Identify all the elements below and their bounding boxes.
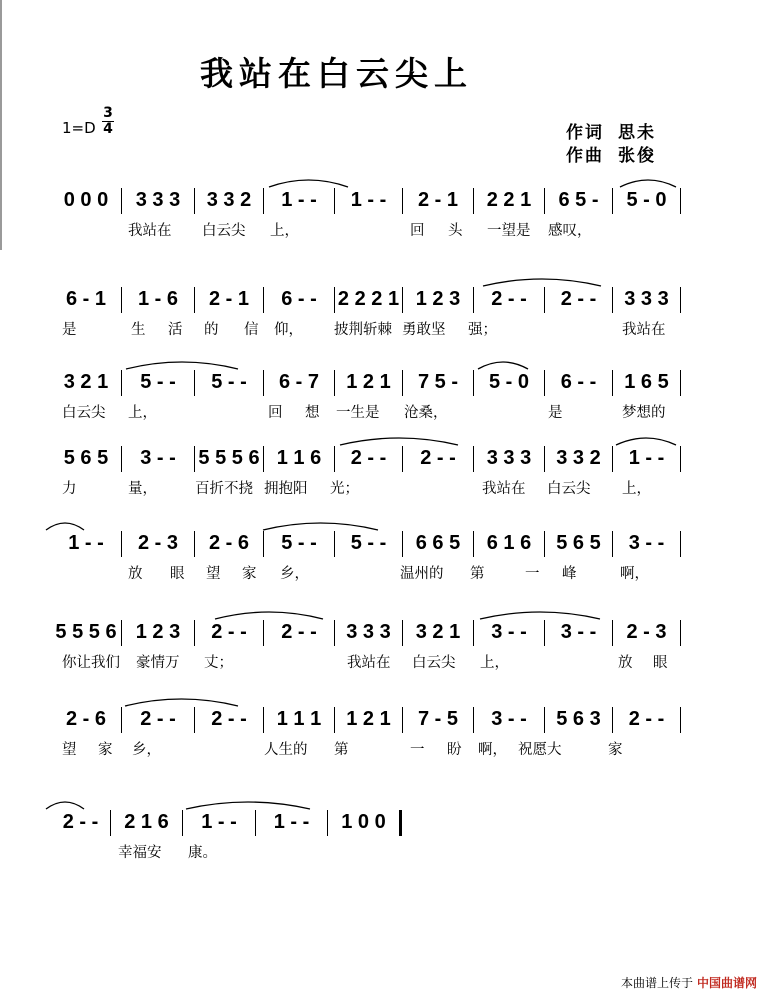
- lyricist-credit: [566, 118, 656, 143]
- lyric-syllable: 上，: [622, 481, 651, 497]
- lyric-syllable: 是: [62, 322, 77, 338]
- lyric-syllable: 量，: [128, 481, 157, 497]
- measure: 3 - -: [628, 532, 665, 554]
- barline: [327, 810, 328, 836]
- lyric-syllable: 强；: [468, 322, 497, 338]
- barline: [194, 620, 195, 646]
- lyric-syllable: 生: [131, 322, 146, 338]
- measure: 2 - 6: [208, 532, 250, 554]
- lyric-syllable: 人生的: [264, 742, 308, 758]
- measure: 1 1 1: [276, 708, 322, 730]
- measure: 1 - -: [350, 189, 387, 211]
- barline: [263, 620, 264, 646]
- measure: 3 3 2: [556, 447, 601, 469]
- measure: 2 - -: [62, 811, 99, 833]
- barline: [334, 620, 335, 646]
- slur-tie: [616, 438, 676, 445]
- barline: [680, 707, 681, 733]
- measure: 1 - -: [273, 811, 310, 833]
- measure: 1 - -: [68, 532, 104, 554]
- measure: 1 2 3: [415, 288, 461, 310]
- lyric-syllable: 峰: [562, 566, 577, 582]
- slur-layer: [0, 603, 763, 623]
- credit-name: 张俊: [618, 146, 656, 166]
- measure: 2 - 1: [208, 288, 250, 310]
- lyric-syllable: 祝愿大: [518, 742, 562, 758]
- barline: [121, 707, 122, 733]
- lyric-syllable: 啊，: [620, 566, 649, 582]
- lyric-syllable: 头: [448, 223, 463, 239]
- measure: 2 1 6: [124, 811, 169, 833]
- barline: [473, 620, 474, 646]
- barline: [612, 370, 613, 396]
- measure: 5 6 3: [556, 708, 601, 730]
- measure: 2 - -: [420, 447, 456, 469]
- credit-role: 作词: [566, 123, 604, 143]
- barline: [612, 707, 613, 733]
- barline: [544, 531, 545, 557]
- barline: [473, 287, 474, 313]
- lyric-syllable: 上，: [128, 405, 157, 421]
- measure: 3 2 1: [415, 621, 461, 643]
- barline: [121, 287, 122, 313]
- barline: [182, 810, 183, 836]
- lyric-syllable: 梦想的: [622, 405, 666, 421]
- lyric-syllable: 回: [410, 223, 425, 239]
- lyric-syllable: 光；: [330, 481, 359, 497]
- lyric-syllable: 放: [128, 566, 143, 582]
- measure: 1 0 0: [341, 811, 386, 833]
- lyric-syllable: 家: [608, 742, 623, 758]
- barline: [402, 446, 403, 472]
- measure: 5 - -: [140, 371, 176, 393]
- footer-text: 本曲谱上传于: [620, 976, 693, 990]
- barline: [544, 188, 545, 214]
- barline: [402, 707, 403, 733]
- measure: 3 3 3: [346, 621, 391, 643]
- barline: [263, 531, 264, 557]
- lyric-syllable: 白云尖: [62, 405, 106, 421]
- lyric-syllable: 一生是: [336, 405, 380, 421]
- measure: 1 2 1: [346, 371, 391, 393]
- slur-layer: [0, 793, 763, 813]
- composer-credit: [566, 141, 656, 166]
- measure: 3 - -: [491, 708, 527, 730]
- measure: 2 - 3: [626, 621, 667, 643]
- measure: 1 1 6: [276, 447, 322, 469]
- measure: 2 2 2 1: [337, 288, 400, 310]
- barline: [194, 370, 195, 396]
- slur-tie: [480, 612, 600, 619]
- lyric-syllable: 仰，: [274, 322, 303, 338]
- song-title: 我站在白云尖上: [200, 54, 473, 93]
- final-barline: [399, 810, 402, 836]
- lyric-syllable: 望: [206, 566, 221, 582]
- measure: 5 5 5 6: [55, 621, 117, 643]
- lyric-syllable: 我站在: [622, 322, 666, 338]
- lyric-syllable: 想: [305, 405, 320, 421]
- credit-name: 思未: [618, 123, 656, 143]
- measure: 6 1 6: [486, 532, 532, 554]
- page-edge: [0, 0, 2, 250]
- barline: [334, 370, 335, 396]
- lyric-syllable: 力: [62, 481, 77, 497]
- slur-tie: [263, 523, 378, 530]
- barline: [121, 446, 122, 472]
- measure: 3 2 1: [63, 371, 109, 393]
- lyric-syllable: 放: [618, 655, 633, 671]
- lyric-syllable: 白云尖: [412, 655, 456, 671]
- lyric-syllable: 家: [98, 742, 113, 758]
- lyric-syllable: 望: [62, 742, 77, 758]
- lyric-syllable: 白云尖: [202, 223, 246, 239]
- upload-footer: [621, 974, 757, 991]
- lyric-syllable: 眼: [170, 566, 185, 582]
- slur-tie: [125, 699, 238, 706]
- barline: [194, 188, 195, 214]
- slur-layer: [0, 353, 763, 373]
- lyric-syllable: 一望是: [487, 223, 531, 239]
- time-signature-bottom: 4: [103, 121, 113, 137]
- barline: [194, 707, 195, 733]
- lyric-syllable: 白云尖: [547, 481, 591, 497]
- lyric-syllable: 勇敢坚: [402, 322, 446, 338]
- measure: 2 2 1: [486, 189, 532, 211]
- lyric-syllable: 啊，: [478, 742, 507, 758]
- lyric-syllable: 乡，: [132, 742, 161, 758]
- lyric-syllable: 一: [525, 566, 540, 582]
- lyric-syllable: 第: [470, 566, 485, 582]
- measure: 5 - -: [350, 532, 387, 554]
- measure: 5 6 5: [556, 532, 601, 554]
- barline: [334, 531, 335, 557]
- measure: 6 - -: [281, 288, 317, 310]
- measure: 2 - -: [211, 621, 247, 643]
- barline: [110, 810, 111, 836]
- slur-tie: [269, 180, 348, 187]
- barline: [473, 531, 474, 557]
- lyric-syllable: 是: [548, 405, 563, 421]
- barline: [402, 370, 403, 396]
- slur-tie: [126, 362, 238, 369]
- lyric-syllable: 盼: [447, 742, 462, 758]
- slur-tie: [620, 180, 676, 187]
- barline: [544, 620, 545, 646]
- lyric-syllable: 披荆斩棘: [334, 322, 392, 338]
- measure: 3 - -: [560, 621, 597, 643]
- measure: 5 6 5: [63, 447, 109, 469]
- barline: [680, 188, 681, 214]
- lyric-syllable: 百折不挠: [195, 481, 253, 497]
- slur-tie: [46, 523, 84, 530]
- barline: [473, 707, 474, 733]
- lyric-syllable: 拥抱阳: [264, 481, 308, 497]
- measure: 1 - 6: [137, 288, 179, 310]
- measure: 2 - 6: [65, 708, 107, 730]
- measure: 7 - 5: [417, 708, 459, 730]
- barline: [544, 446, 545, 472]
- measure: 2 - 3: [137, 532, 179, 554]
- lyric-syllable: 豪情万: [136, 655, 180, 671]
- lyric-syllable: 温州的: [400, 566, 444, 582]
- measure: 3 3 3: [135, 189, 181, 211]
- barline: [263, 188, 264, 214]
- measure: 6 - 1: [65, 288, 107, 310]
- barline: [194, 446, 195, 472]
- measure: 0 0 0: [63, 189, 109, 211]
- barline: [680, 370, 681, 396]
- measure: 3 3 3: [486, 447, 532, 469]
- slur-tie: [483, 279, 601, 286]
- lyric-syllable: 信: [244, 322, 259, 338]
- measure: 2 - -: [281, 621, 317, 643]
- measure: 2 - -: [350, 447, 387, 469]
- measure: 2 - -: [560, 288, 597, 310]
- measure: 6 - 7: [278, 371, 320, 393]
- slur-tie: [215, 612, 323, 619]
- barline: [402, 287, 403, 313]
- lyric-syllable: 康。: [188, 845, 217, 861]
- barline: [680, 620, 681, 646]
- barline: [544, 707, 545, 733]
- measure: 5 5 5 6: [198, 447, 260, 469]
- measure: 6 - -: [560, 371, 597, 393]
- measure: 3 - -: [491, 621, 527, 643]
- barline: [612, 287, 613, 313]
- slur-layer: [0, 171, 763, 191]
- key-signature: 1=D: [62, 119, 96, 137]
- barline: [680, 531, 681, 557]
- barline: [263, 446, 264, 472]
- lyric-syllable: 眼: [653, 655, 668, 671]
- measure: 5 - 0: [488, 371, 530, 393]
- measure: 1 2 1: [346, 708, 391, 730]
- barline: [334, 287, 335, 313]
- measure: 2 - -: [491, 288, 527, 310]
- barline: [121, 370, 122, 396]
- barline: [473, 188, 474, 214]
- barline: [680, 287, 681, 313]
- slur-layer: [0, 690, 763, 710]
- barline: [194, 287, 195, 313]
- barline: [334, 446, 335, 472]
- slur-tie: [478, 362, 528, 369]
- lyric-syllable: 我站在: [482, 481, 526, 497]
- slur-tie: [46, 802, 84, 809]
- barline: [334, 707, 335, 733]
- lyric-syllable: 幸福安: [118, 845, 162, 861]
- barline: [680, 446, 681, 472]
- barline: [194, 531, 195, 557]
- barline: [544, 370, 545, 396]
- measure: 1 - -: [281, 189, 317, 211]
- credit-role: 作曲: [566, 146, 604, 166]
- measure: 6 6 5: [415, 532, 461, 554]
- barline: [263, 707, 264, 733]
- barline: [612, 531, 613, 557]
- barline: [121, 620, 122, 646]
- measure: 2 - -: [140, 708, 176, 730]
- lyric-syllable: 我站在: [347, 655, 391, 671]
- lyric-syllable: 你让我们: [62, 655, 120, 671]
- slur-tie: [340, 438, 458, 445]
- measure: 3 3 2: [206, 189, 252, 211]
- lyric-syllable: 我站在: [128, 223, 172, 239]
- slur-layer: [0, 429, 763, 449]
- barline: [334, 188, 335, 214]
- barline: [263, 370, 264, 396]
- measure: 3 3 3: [624, 288, 669, 310]
- measure: 3 - -: [140, 447, 176, 469]
- lyric-syllable: 上，: [480, 655, 509, 671]
- lyric-syllable: 第: [334, 742, 349, 758]
- barline: [402, 531, 403, 557]
- barline: [402, 620, 403, 646]
- barline: [473, 370, 474, 396]
- barline: [402, 188, 403, 214]
- measure: 5 - -: [211, 371, 247, 393]
- site-logo: 中国曲谱网: [696, 976, 757, 990]
- barline: [473, 446, 474, 472]
- lyric-syllable: 丈；: [204, 655, 233, 671]
- barline: [263, 287, 264, 313]
- measure: 1 6 5: [624, 371, 669, 393]
- barline: [544, 287, 545, 313]
- lyric-syllable: 乡，: [280, 566, 309, 582]
- time-signature: [102, 106, 114, 137]
- measure: 2 - -: [628, 708, 665, 730]
- lyric-syllable: 一: [410, 742, 425, 758]
- measure: 1 - -: [628, 447, 665, 469]
- barline: [255, 810, 256, 836]
- barline: [612, 620, 613, 646]
- lyric-syllable: 沧桑，: [404, 405, 448, 421]
- lyric-syllable: 家: [242, 566, 257, 582]
- measure: 1 2 3: [135, 621, 181, 643]
- measure: 5 - -: [281, 532, 317, 554]
- barline: [612, 188, 613, 214]
- barline: [121, 531, 122, 557]
- lyric-syllable: 活: [168, 322, 183, 338]
- lyric-syllable: 回: [268, 405, 283, 421]
- lyric-syllable: 上，: [270, 223, 299, 239]
- barline: [121, 188, 122, 214]
- measure: 2 - -: [211, 708, 247, 730]
- barline: [612, 446, 613, 472]
- measure: 7 5 -: [417, 371, 459, 393]
- slur-tie: [186, 802, 310, 809]
- measure: 5 - 0: [626, 189, 667, 211]
- lyric-syllable: 感叹，: [548, 223, 592, 239]
- slur-layer: [0, 270, 763, 290]
- slur-layer: [0, 514, 763, 534]
- measure: 2 - 1: [417, 189, 459, 211]
- measure: 6 5 -: [558, 189, 599, 211]
- time-signature-top: 3: [103, 105, 113, 121]
- lyric-syllable: 的: [204, 322, 219, 338]
- measure: 1 - -: [201, 811, 237, 833]
